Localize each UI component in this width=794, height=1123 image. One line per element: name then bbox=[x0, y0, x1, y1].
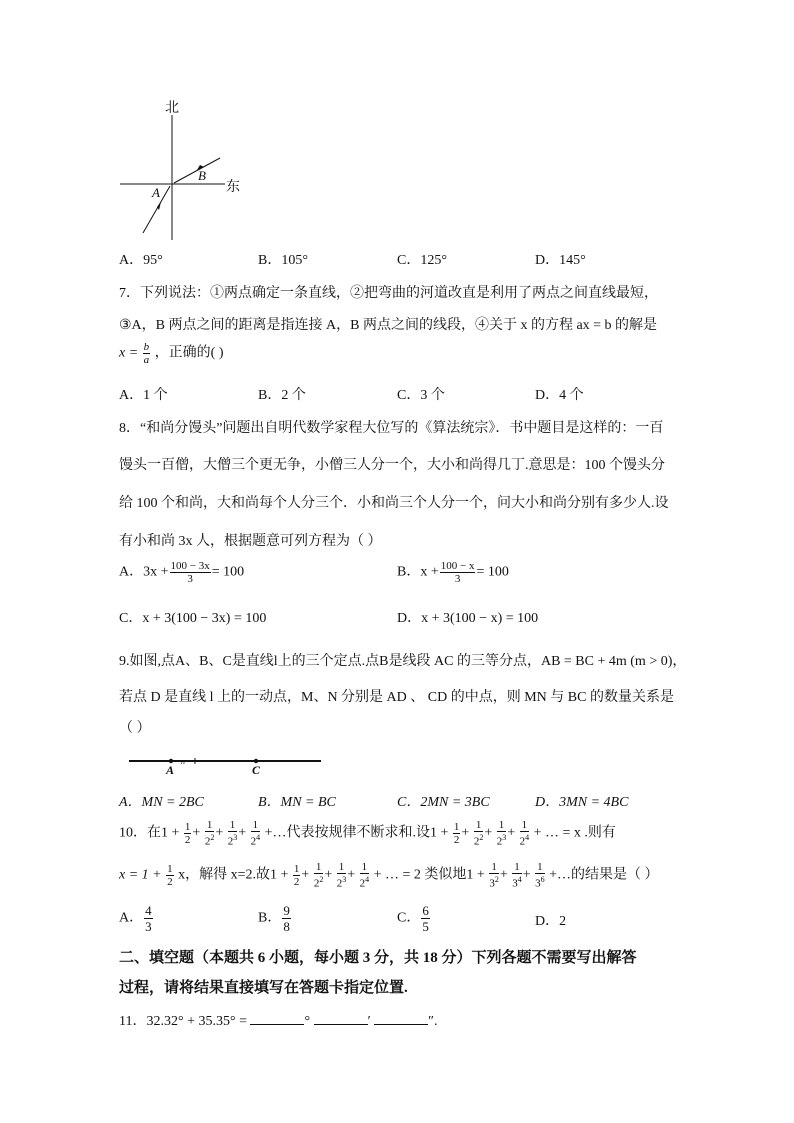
q7-line-3 bbox=[119, 341, 224, 366]
q10-line-1: 10．在1 + $\frac{1}{2}$ + $\frac{1}{2^2}$ + $\frac{1}{2^3}$ + $\frac{1}{2^4}$ +…代表按规律不断求和.设1 + $\frac{1}{2}$ + $\frac{1}{2^2}$ + $\frac{1}{2^3}$ + $\frac{1}{2^4}$ + … = x .则有 bbox=[119, 819, 616, 848]
q9-option-a: A．MN = 2BC bbox=[119, 795, 204, 810]
q8-line-4: 有小和尚 3x 人，根据题意可列方程为（ ） bbox=[119, 534, 382, 549]
q8-option-a: A．3x + $\frac{100 - 3x}{3}$ = 100 bbox=[119, 560, 245, 585]
q6-option-c: C．125° bbox=[397, 253, 447, 268]
q6-option-b: B．105° bbox=[258, 253, 308, 268]
q9-line-1: 9.如图,点A、B、C是直线l上的三个定点.点B是线段 AC 的三等分点，AB = BC + 4m (m > 0)， bbox=[119, 654, 687, 669]
q10-option-d: D．2 bbox=[535, 914, 567, 929]
q6-option-a: A．95° bbox=[119, 253, 163, 268]
north-label: 北 bbox=[165, 101, 179, 116]
q6-option-d: D．145° bbox=[535, 253, 586, 268]
q11-line: 11．32.32° + 35.35° = ° ′ ″. bbox=[119, 1014, 438, 1029]
q8-line-1: 8．“和尚分馒头”问题出自明代数学家程大位写的《算法统宗》．书中题目是这样的：一百 bbox=[119, 421, 664, 436]
east-label: 东 bbox=[226, 180, 240, 195]
q11-blank-degrees[interactable] bbox=[250, 1012, 304, 1025]
q8-line-3: 给 100 个和尚，大和尚每个人分三个．小和尚三个人分一个，问大小和尚分别有多少人.设 bbox=[119, 496, 669, 511]
q8-line-2: 馒头一百僧，大僧三个更无争，小僧三人分一个，大小和尚得几丁.意思是：100 个馒头分 bbox=[119, 458, 665, 473]
q9-option-d: D．3MN = 4BC bbox=[535, 795, 629, 810]
q10-option-b: B． $\frac{9}{8}$ bbox=[258, 903, 290, 934]
direction-diagram bbox=[110, 95, 250, 245]
section-2-heading-line-2: 过程，请将结果直接填写在答题卡指定位置. bbox=[119, 980, 408, 996]
q9-line-3: （ ） bbox=[119, 721, 151, 736]
q7-line-1: 7．下列说法：①两点确定一条直线，②把弯曲的河道改直是利用了两点之间直线最短， bbox=[119, 286, 658, 301]
q10-option-c: C． $\frac{6}{5}$ bbox=[397, 903, 429, 934]
point-b-label: B bbox=[198, 168, 206, 183]
q10-option-a: A． $\frac{4}{3}$ bbox=[119, 903, 152, 934]
q8-option-b: B．x + $\frac{100 - x}{3}$ = 100 bbox=[397, 560, 509, 585]
q9-line-2: 若点 D 是直线 l 上的一动点，M、N 分别是 AD 、 CD 的中点，则 MN 与 BC 的数量关系是 bbox=[119, 690, 674, 705]
q7-option-b: B．2 个 bbox=[258, 388, 306, 403]
segment-label-c: C bbox=[252, 763, 261, 777]
q8-option-c: C．x + 3(100 − 3x) = 100 bbox=[119, 611, 267, 626]
q7-fraction: $\frac{b}{a}$ bbox=[143, 341, 150, 366]
q11-blank-seconds[interactable] bbox=[374, 1012, 428, 1025]
segment-diagram bbox=[125, 752, 325, 780]
q7-option-c: C．3 个 bbox=[397, 388, 445, 403]
q7-option-d: D．4 个 bbox=[535, 388, 584, 403]
q11-blank-minutes[interactable] bbox=[314, 1012, 368, 1025]
q9-option-b: B．MN = BC bbox=[258, 795, 336, 810]
q7-x-eq: x = bbox=[119, 345, 139, 361]
point-a-label: A bbox=[152, 185, 160, 200]
q10-line-2: x = 1 + $\frac{1}{2}$ x，解得 x=2.故1 + $\frac{1}{2}$ + $\frac{1}{2^2}$ + $\frac{1}{2^3}$ + $\frac{1}{2^4}$ + … = 2 类似地1 + $\frac{1}{3^2}$ + $\frac{1}{3^4}$ + $\frac{1}{3^6}$ +…的结果是（ ） bbox=[119, 861, 659, 890]
segment-label-a: A bbox=[166, 763, 175, 777]
segment-label-n: n bbox=[181, 757, 185, 766]
q8-option-d: D．x + 3(100 − x) = 100 bbox=[397, 611, 539, 626]
section-2-heading-line-1: 二、填空题（本题共 6 小题，每小题 3 分，共 18 分）下列各题不需要写出解答 bbox=[119, 950, 637, 966]
q7-line-2: ③A，B 两点之间的距离是指连接 A，B 两点之间的线段，④关于 x 的方程 ax = b 的解是 bbox=[119, 318, 658, 333]
q7-line-3-tail: ，正确的( ) bbox=[154, 345, 224, 361]
q9-option-c: C．2MN = 3BC bbox=[397, 795, 490, 810]
q7-option-a: A．1 个 bbox=[119, 388, 168, 403]
